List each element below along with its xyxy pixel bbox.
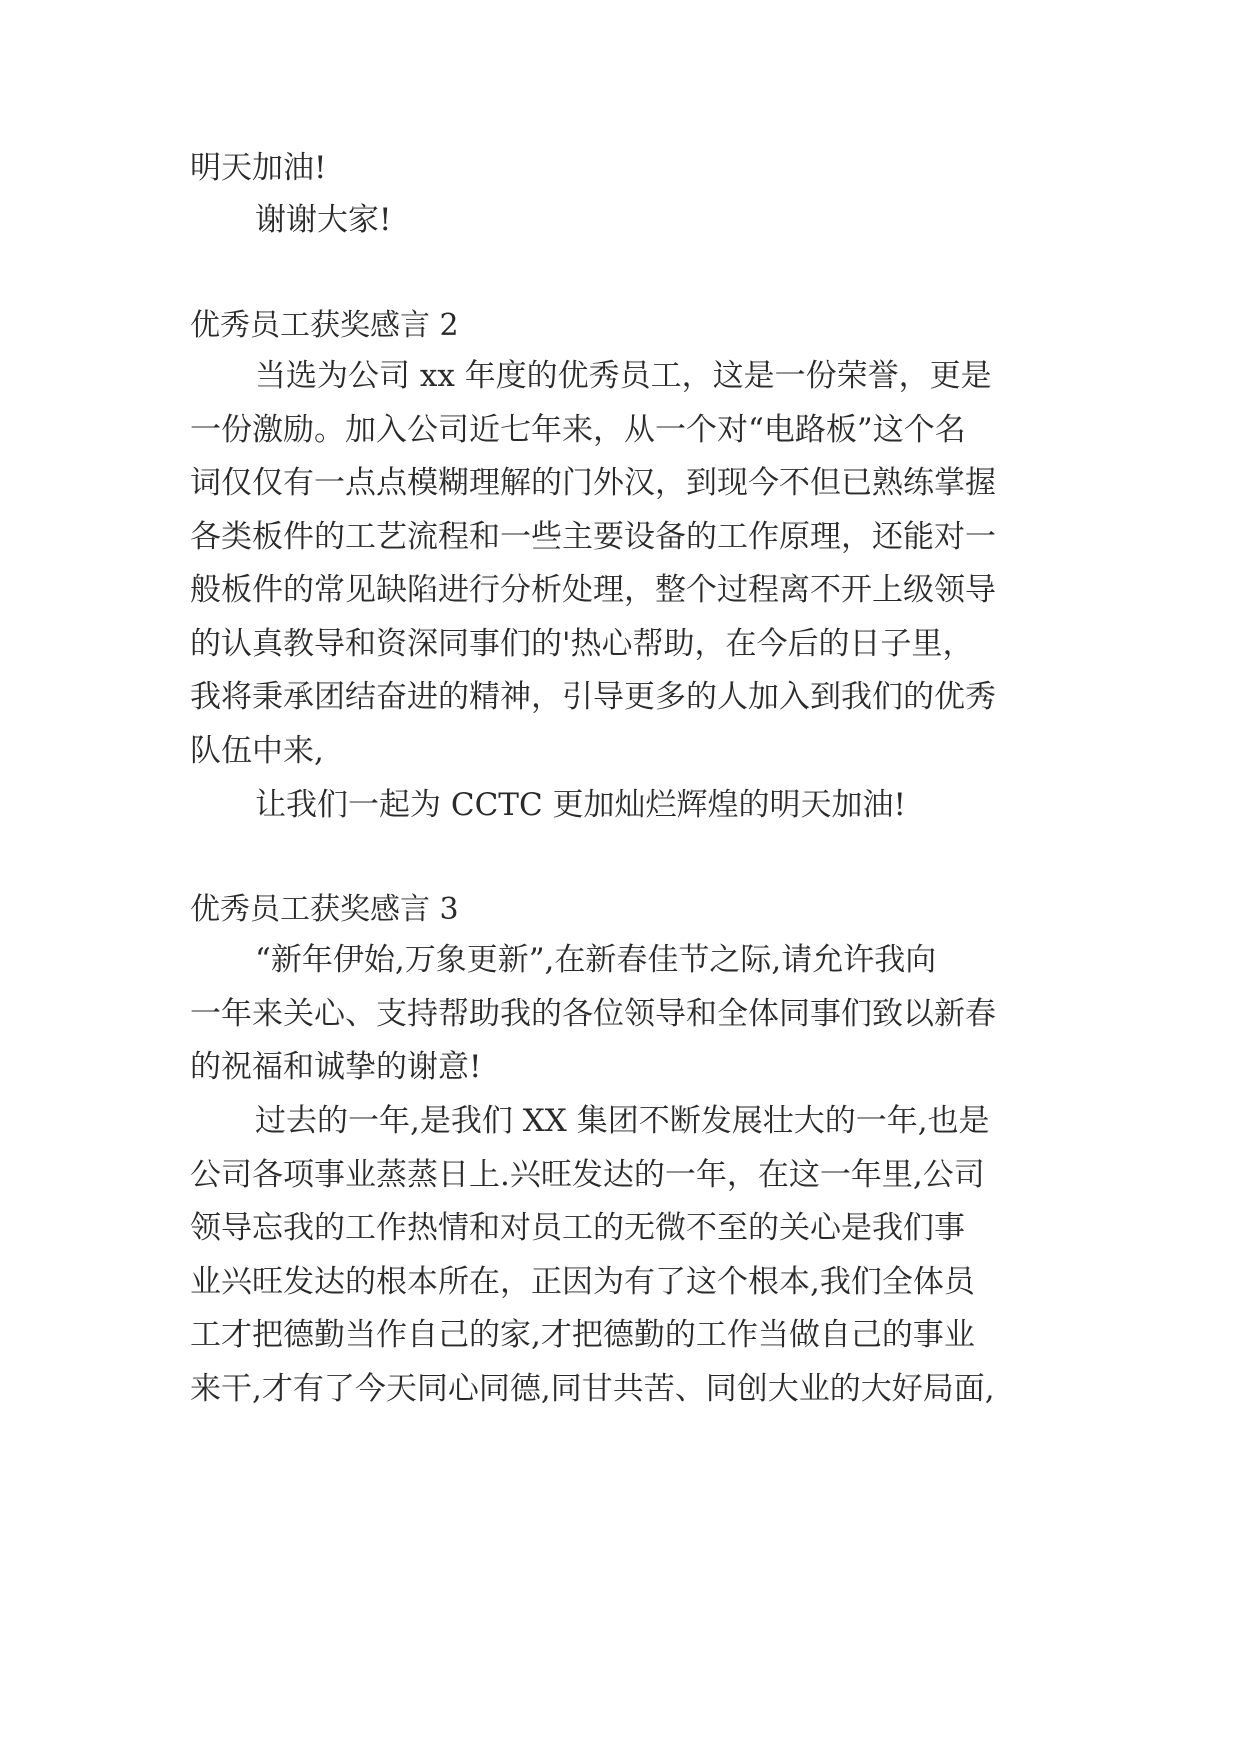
paragraph-line: 我将秉承团结奋进的精神，引导更多的人加入到我们的优秀 (190, 679, 996, 715)
paragraph-line: 过去的一年,是我们 XX 集团不断发展壮大的一年,也是 (255, 1103, 990, 1139)
paragraph-line: 业兴旺发达的根本所在，正因为有了这个根本,我们全体员 (190, 1264, 975, 1300)
paragraph-line: 般板件的常见缺陷进行分析处理，整个过程离不开上级领导 (190, 572, 996, 608)
paragraph-line: 来干,才有了今天同心同德,同甘共苦、同创大业的大好局面, (190, 1371, 995, 1407)
paragraph-line: 公司各项事业蒸蒸日上.兴旺发达的一年，在这一年里,公司 (190, 1157, 985, 1193)
paragraph-line: 词仅仅有一点点模糊理解的门外汉，到现今不但已熟练掌握 (190, 465, 996, 501)
section-3-heading: 优秀员工获奖感言 3 (190, 892, 459, 927)
paragraph-line: 领导忘我的工作热情和对员工的无微不至的关心是我们事 (190, 1210, 965, 1246)
paragraph-line: “新年伊始,万象更新”,在新春佳节之际,请允许我向 (255, 942, 937, 978)
paragraph-line: 让我们一起为 CCTC 更加灿烂辉煌的明天加油! (255, 787, 906, 823)
closing-line-2: 谢谢大家! (255, 202, 392, 238)
paragraph-line: 队伍中来, (190, 733, 324, 769)
paragraph-line: 一年来关心、支持帮助我的各位领导和全体同事们致以新春 (190, 996, 996, 1032)
closing-line-1: 明天加油! (190, 150, 327, 186)
paragraph-line: 各类板件的工艺流程和一些主要设备的工作原理，还能对一 (190, 519, 996, 555)
paragraph-line: 工才把德勤当作自己的家,才把德勤的工作当做自己的事业 (190, 1317, 975, 1353)
paragraph-line: 的祝福和诚挚的谢意! (190, 1049, 482, 1085)
section-2-heading: 优秀员工获奖感言 2 (190, 308, 459, 343)
paragraph-line: 一份激励。加入公司近七年来，从一个对“电路板”这个名 (190, 412, 966, 448)
paragraph-line: 的认真教导和资深同事们的'热心帮助，在今后的日子里， (190, 626, 974, 662)
paragraph-line: 当选为公司 xx 年度的优秀员工，这是一份荣誉，更是 (255, 358, 992, 394)
